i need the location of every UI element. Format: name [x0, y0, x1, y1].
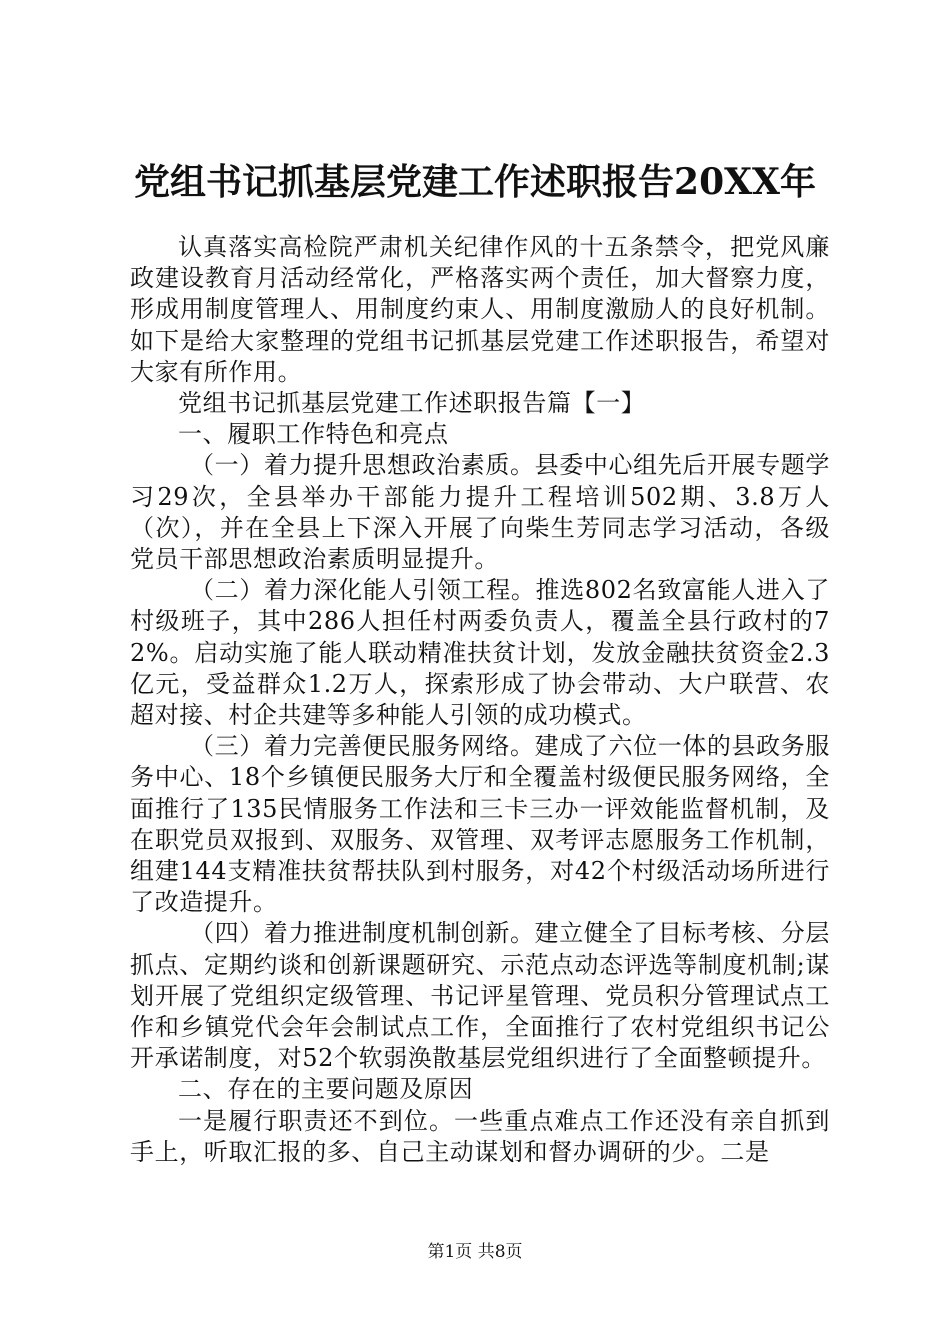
paragraph-item-1: （一）着力提升思想政治素质。县委中心组先后开展专题学习29次，全县举办干部能力提升工程培训502期、3.8万人（次），并在全县上下深入开展了向柴生芳同志学习活动，各级党员干部思想政治素质明显提升。	[130, 451, 830, 574]
intro-paragraph: 认真落实高检院严肃机关纪律作风的十五条禁令，把党风廉政建设教育月活动经常化，严格落实两个责任，加大督察力度，形成用制度管理人、用制度约束人、用制度激励人的良好机制。如下是给大家整理的党组书记抓基层党建工作述职报告，希望对大家有所作用。	[130, 233, 830, 386]
document-title: 党组书记抓基层党建工作述职报告20XX年	[134, 161, 816, 203]
document-body	[130, 232, 830, 1168]
paragraph-item-2: （二）着力深化能人引领工程。推选802名致富能人进入了村级班子，其中286人担任村两委负责人，覆盖全县行政村的72%。启动实施了能人联动精准扶贫计划，发放金融扶贫资金2.3亿元，受益群众1.2万人，探索形成了协会带动、大户联营、农超对接、村企共建等多种能人引领的成功模式。	[130, 576, 830, 730]
paragraph-problems: 一是履行职责还不到位。一些重点难点工作还没有亲自抓到手上，听取汇报的多、自己主动谋划和督办调研的少。二是	[130, 1106, 830, 1166]
subheading-problems: 二、存在的主要问题及原因	[178, 1075, 474, 1104]
section-heading-part-one: 党组书记抓基层党建工作述职报告篇【一】	[178, 389, 646, 418]
page-number-footer: 第1页 共8页	[427, 1242, 523, 1262]
subheading-highlights: 一、履职工作特色和亮点	[178, 420, 449, 449]
paragraph-item-4: （四）着力推进制度机制创新。建立健全了目标考核、分层抓点、定期约谈和创新课题研究、示范点动态评选等制度机制;谋划开展了党组织定级管理、书记评星管理、党员积分管理试点工作和乡镇党代会年会制试点工作，全面推行了农村党组织书记公开承诺制度，对52个软弱涣散基层党组织进行了全面整顿提升。	[130, 919, 830, 1073]
paragraph-item-3: （三）着力完善便民服务网络。建成了六位一体的县政务服务中心、18个乡镇便民服务大厅和全覆盖村级便民服务网络，全面推行了135民情服务工作法和三卡三办一评效能监督机制，及在职党员双报到、双服务、双管理、双考评志愿服务工作机制，组建144支精准扶贫帮扶队到村服务，对42个村级活动场所进行了改造提升。	[130, 732, 830, 917]
